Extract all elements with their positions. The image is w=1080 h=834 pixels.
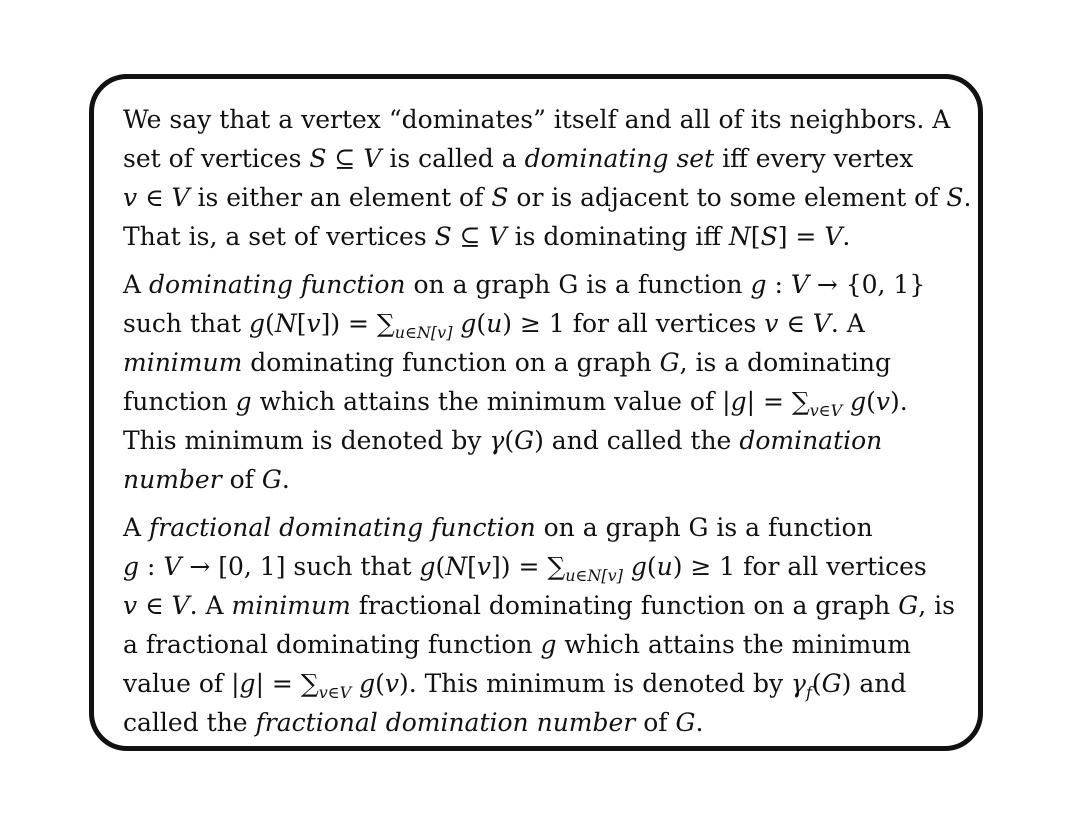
text-run: of xyxy=(635,708,676,737)
text-line xyxy=(123,178,973,217)
math-symbol: g xyxy=(750,270,767,299)
text-run: A xyxy=(123,270,150,299)
emphasized-term: dominating function xyxy=(149,270,406,299)
emphasized-term: minimum xyxy=(123,348,243,377)
text-run: ( xyxy=(504,426,515,455)
text-run: [ xyxy=(296,309,307,338)
math-symbol: S xyxy=(491,183,509,212)
text-run xyxy=(351,669,359,698)
text-run: is called a xyxy=(381,144,525,173)
text-line xyxy=(123,547,973,586)
text-run: : xyxy=(766,270,791,299)
text-run: a fractional dominating function xyxy=(123,630,541,659)
text-run: which attains the minimum value of | xyxy=(251,387,731,416)
math-symbol: g xyxy=(235,387,252,416)
text-run: ( xyxy=(265,309,275,338)
text-line xyxy=(123,664,973,703)
text-run: ). xyxy=(890,387,908,416)
math-symbol: G xyxy=(514,426,535,455)
text-run: ) ≥ 1 for all vertices xyxy=(672,552,927,581)
math-symbol: v xyxy=(306,309,321,338)
text-run: such that xyxy=(123,309,250,338)
text-run: . xyxy=(281,465,290,494)
text-run: : xyxy=(139,552,164,581)
text-line xyxy=(123,265,973,304)
math-symbol: S ⊆ V xyxy=(434,222,507,251)
text-line xyxy=(123,304,973,343)
math-symbol: G xyxy=(675,708,696,737)
math-subscript: u∈N[v] xyxy=(394,323,453,342)
text-run: ) ≥ 1 for all vertices xyxy=(502,309,765,338)
text-run: , is a dominating xyxy=(679,348,891,377)
text-run: is either an element of xyxy=(189,183,492,212)
math-symbol: γ xyxy=(791,669,806,698)
math-symbol: N xyxy=(274,309,297,338)
text-run: That is, a set of vertices xyxy=(123,222,435,251)
text-run: dominating function on a graph xyxy=(242,348,660,377)
text-run: We say that a vertex “dominates” itself and all of its neighbors. A xyxy=(123,105,951,134)
math-symbol: V xyxy=(824,222,843,251)
math-symbol: g xyxy=(540,630,557,659)
emphasized-term: domination xyxy=(739,426,883,455)
text-line xyxy=(123,586,973,625)
text-run: . A xyxy=(189,591,232,620)
text-run: . xyxy=(963,183,972,212)
math-symbol: S xyxy=(946,183,964,212)
text-line xyxy=(123,421,973,460)
text-line xyxy=(123,703,973,742)
paragraph-fractional-dominating-function xyxy=(123,508,973,742)
text-run: called the xyxy=(123,708,256,737)
math-symbol: γ xyxy=(489,426,505,455)
math-subscript: u∈N[v] xyxy=(565,566,623,585)
text-run: → {0, 1} xyxy=(808,270,926,299)
text-run: [ xyxy=(467,552,477,581)
text-run: on a graph G is a function xyxy=(405,270,751,299)
text-run: ( xyxy=(866,387,876,416)
text-run: This minimum is denoted by xyxy=(123,426,490,455)
emphasized-term: fractional dominating function xyxy=(149,513,536,542)
math-symbol: S ⊆ V xyxy=(309,144,382,173)
math-symbol: G xyxy=(898,591,919,620)
text-run: ( xyxy=(811,669,822,698)
text-run: ]) = ∑ xyxy=(320,309,395,338)
math-symbol: v ∈ V xyxy=(764,309,831,338)
text-run: . xyxy=(842,222,851,251)
emphasized-term: number xyxy=(123,465,222,494)
math-symbol: V xyxy=(163,552,182,581)
text-run: | = ∑ xyxy=(255,669,319,698)
text-run: ) and xyxy=(841,669,907,698)
text-run: fractional dominating function on a graph xyxy=(350,591,899,620)
text-run: , is xyxy=(918,591,955,620)
math-symbol: g xyxy=(850,387,867,416)
text-run: of xyxy=(221,465,262,494)
math-symbol: u xyxy=(656,552,673,581)
text-run: A xyxy=(123,513,150,542)
math-symbol: N xyxy=(445,552,468,581)
math-symbol: S xyxy=(760,222,778,251)
text-run xyxy=(623,552,631,581)
math-subscript: f xyxy=(805,683,812,702)
text-line xyxy=(123,139,973,178)
emphasized-term: fractional domination number xyxy=(255,708,636,737)
text-run xyxy=(842,387,850,416)
text-run: → [0, 1] such that xyxy=(181,552,420,581)
text-line xyxy=(123,382,973,421)
text-run: set of vertices xyxy=(123,144,310,173)
math-subscript: v∈V xyxy=(809,401,843,420)
definition-text xyxy=(123,100,973,751)
emphasized-term: minimum xyxy=(231,591,351,620)
math-symbol: u xyxy=(486,309,503,338)
math-symbol: G xyxy=(821,669,842,698)
math-symbol: G xyxy=(659,348,680,377)
text-run: value of | xyxy=(123,669,240,698)
text-run: ( xyxy=(375,669,385,698)
text-line xyxy=(123,217,973,256)
math-symbol: g xyxy=(359,669,376,698)
text-run: ( xyxy=(435,552,446,581)
paragraph-dominating-function xyxy=(123,265,973,499)
text-run: which attains the minimum xyxy=(556,630,911,659)
text-run: or is adjacent to some element of xyxy=(508,183,947,212)
text-line xyxy=(123,343,973,382)
math-symbol: v ∈ V xyxy=(123,591,190,620)
paragraph-dominating-set xyxy=(123,100,973,256)
text-run: . xyxy=(695,708,704,737)
text-run: | = ∑ xyxy=(746,387,810,416)
text-line xyxy=(123,460,973,499)
math-symbol: G xyxy=(261,465,282,494)
text-line xyxy=(123,625,973,664)
text-run: ). This minimum is denoted by xyxy=(398,669,792,698)
text-run: is dominating iff xyxy=(506,222,729,251)
math-symbol: g xyxy=(630,552,647,581)
math-subscript: v∈V xyxy=(318,683,352,702)
math-symbol: v ∈ V xyxy=(123,183,190,212)
text-line xyxy=(123,100,973,139)
math-symbol: g xyxy=(460,309,477,338)
text-run: ]) = ∑ xyxy=(490,552,566,581)
text-run: ] = xyxy=(777,222,825,251)
math-symbol: V xyxy=(790,270,809,299)
text-run: ( xyxy=(476,309,487,338)
math-symbol: g xyxy=(239,669,256,698)
text-run: [ xyxy=(750,222,761,251)
math-symbol: v xyxy=(875,387,891,416)
math-symbol: v xyxy=(476,552,491,581)
math-symbol: g xyxy=(419,552,436,581)
text-run: on a graph G is a function xyxy=(535,513,873,542)
text-run: . A xyxy=(830,309,865,338)
math-symbol: g xyxy=(123,552,140,581)
text-run: iff every vertex xyxy=(714,144,914,173)
math-symbol: v xyxy=(384,669,399,698)
math-symbol: g xyxy=(730,387,747,416)
emphasized-term: dominating set xyxy=(524,144,715,173)
text-run: ) and called the xyxy=(534,426,740,455)
text-run: ( xyxy=(646,552,657,581)
text-line xyxy=(123,508,973,547)
math-symbol: g xyxy=(249,309,266,338)
math-symbol: N xyxy=(728,222,751,251)
text-run: function xyxy=(123,387,236,416)
